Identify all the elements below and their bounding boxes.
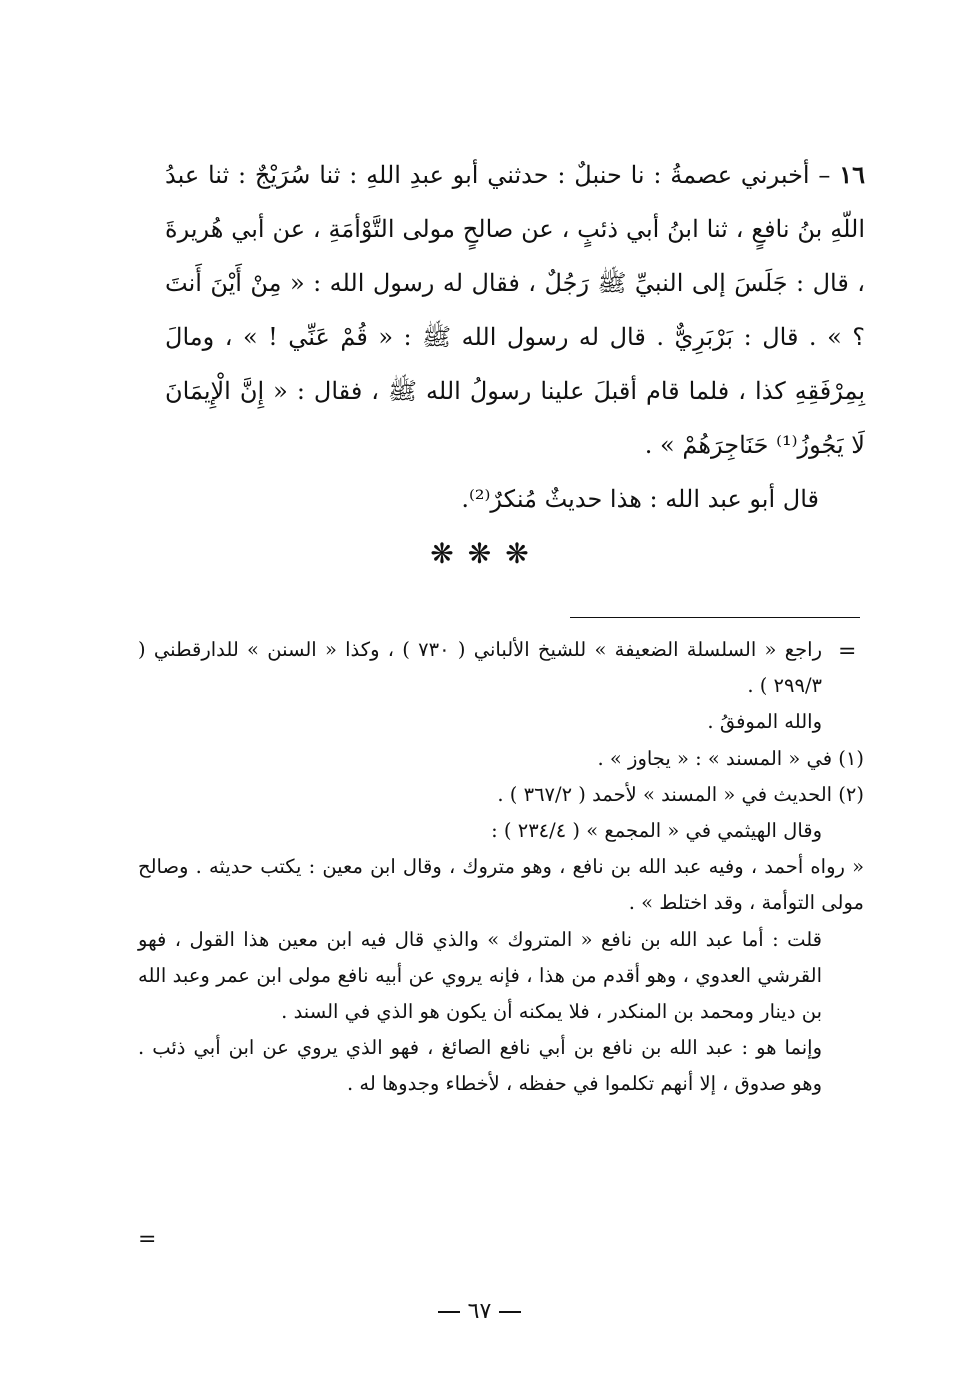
page-number-text: ٦٧ <box>467 1299 492 1324</box>
footnote-line: قلت : أما عبد الله بن نافع « المتروك » والذي قال فيه ابن معين هذا القول ، فهو القرشي العدوي ، وهو أقدم من هذا ، فإنه يروي عن أبيه نافع مولى ابن عمر وعبد الله بن دينار ومحمد بن المنكدر ، فلا يمكنه أن يكون هو الذي في السند . <box>138 927 822 1024</box>
hadith-number: ١٦ <box>839 160 865 189</box>
footnote-line: وإنما هو : عبد الله بن نافع بن أبي نافع الصائغ ، فهو الذي يروي عن ابن أبي ذئب . وهو صدوق ، إلا أنهم تكلموا في حفظه ، لأخطاء وجدوها له . <box>138 1036 822 1096</box>
star-ornament: ❋ <box>430 537 454 570</box>
author-comment: قال أبو عبد الله : هذا حديثٌ مُنكرٌ⁽²⁾. <box>461 485 819 513</box>
continuation-mark-end: = <box>138 1227 157 1252</box>
footnotes <box>138 632 864 1103</box>
footnote-line: (١) في « المسند » : « يجاوز » . <box>597 746 864 770</box>
hadith-text: – أخبرني عصمةُ : نا حنبلٌ : حدثني أبو عبدِ اللهِ : ثنا سُرَيْجٌ : ثنا عبدُ اللّهِ بنُ نافعٍ ، ثنا ابنُ أبي ذئبٍ ، عن صالحٍ مولى التَّوْأمَةِ ، عن أبي هُريرةَ ، قال : جَلَسَ إلى النبيِّ ﷺ رَجُلٌ ، فقال له رسول الله : « مِنْ أَيْنَ أَنتَ ؟ » . قال : بَرْبَرِيٌّ . قال له رسول الله ﷺ : « قُمْ عَنِّي ! » ، ومالَ بِمِرْفَقِهِ كذا ، فلما قام أقبلَ علينا رسولُ الله ﷺ ، فقال : « إِنَّ الْإِيمَانَ لَا يَجُوزُ⁽¹⁾ حَنَاجِرَهُمْ » . <box>165 161 865 459</box>
hadith-paragraph <box>165 148 865 472</box>
page-number-dash <box>499 1311 521 1313</box>
footnote-line: والله الموفقُ . <box>707 710 822 734</box>
hadith-block <box>165 148 865 526</box>
footnote-line: « رواه أحمد ، وفيه عبد الله بن نافع ، وهو متروك ، وقال ابن معين : يكتب حديثه . وصالح مولى التوأمة ، وقد اختلط » . <box>138 855 864 915</box>
section-separator <box>0 534 959 574</box>
footnote-line: راجع « السلسلة الضعيفة » للشيخ الألباني ( ٧٣٠ ) ، وكذا « السنن » للدارقطني ( ٢٩٩/٣ ) . <box>138 638 822 698</box>
footnote-rule <box>570 617 860 618</box>
page-number-dash <box>438 1311 460 1313</box>
page-number <box>0 1294 959 1330</box>
footnote-line: وقال الهيثمي في « المجمع » ( ٢٣٤/٤ ) : <box>491 819 822 843</box>
footnote-line: (٢) الحديث في « المسند » لأحمد ( ٣٦٧/٢ ) . <box>497 782 864 806</box>
star-ornament: ❋ <box>505 537 529 570</box>
star-ornament: ❋ <box>467 537 492 570</box>
continuation-mark: = <box>838 639 857 664</box>
